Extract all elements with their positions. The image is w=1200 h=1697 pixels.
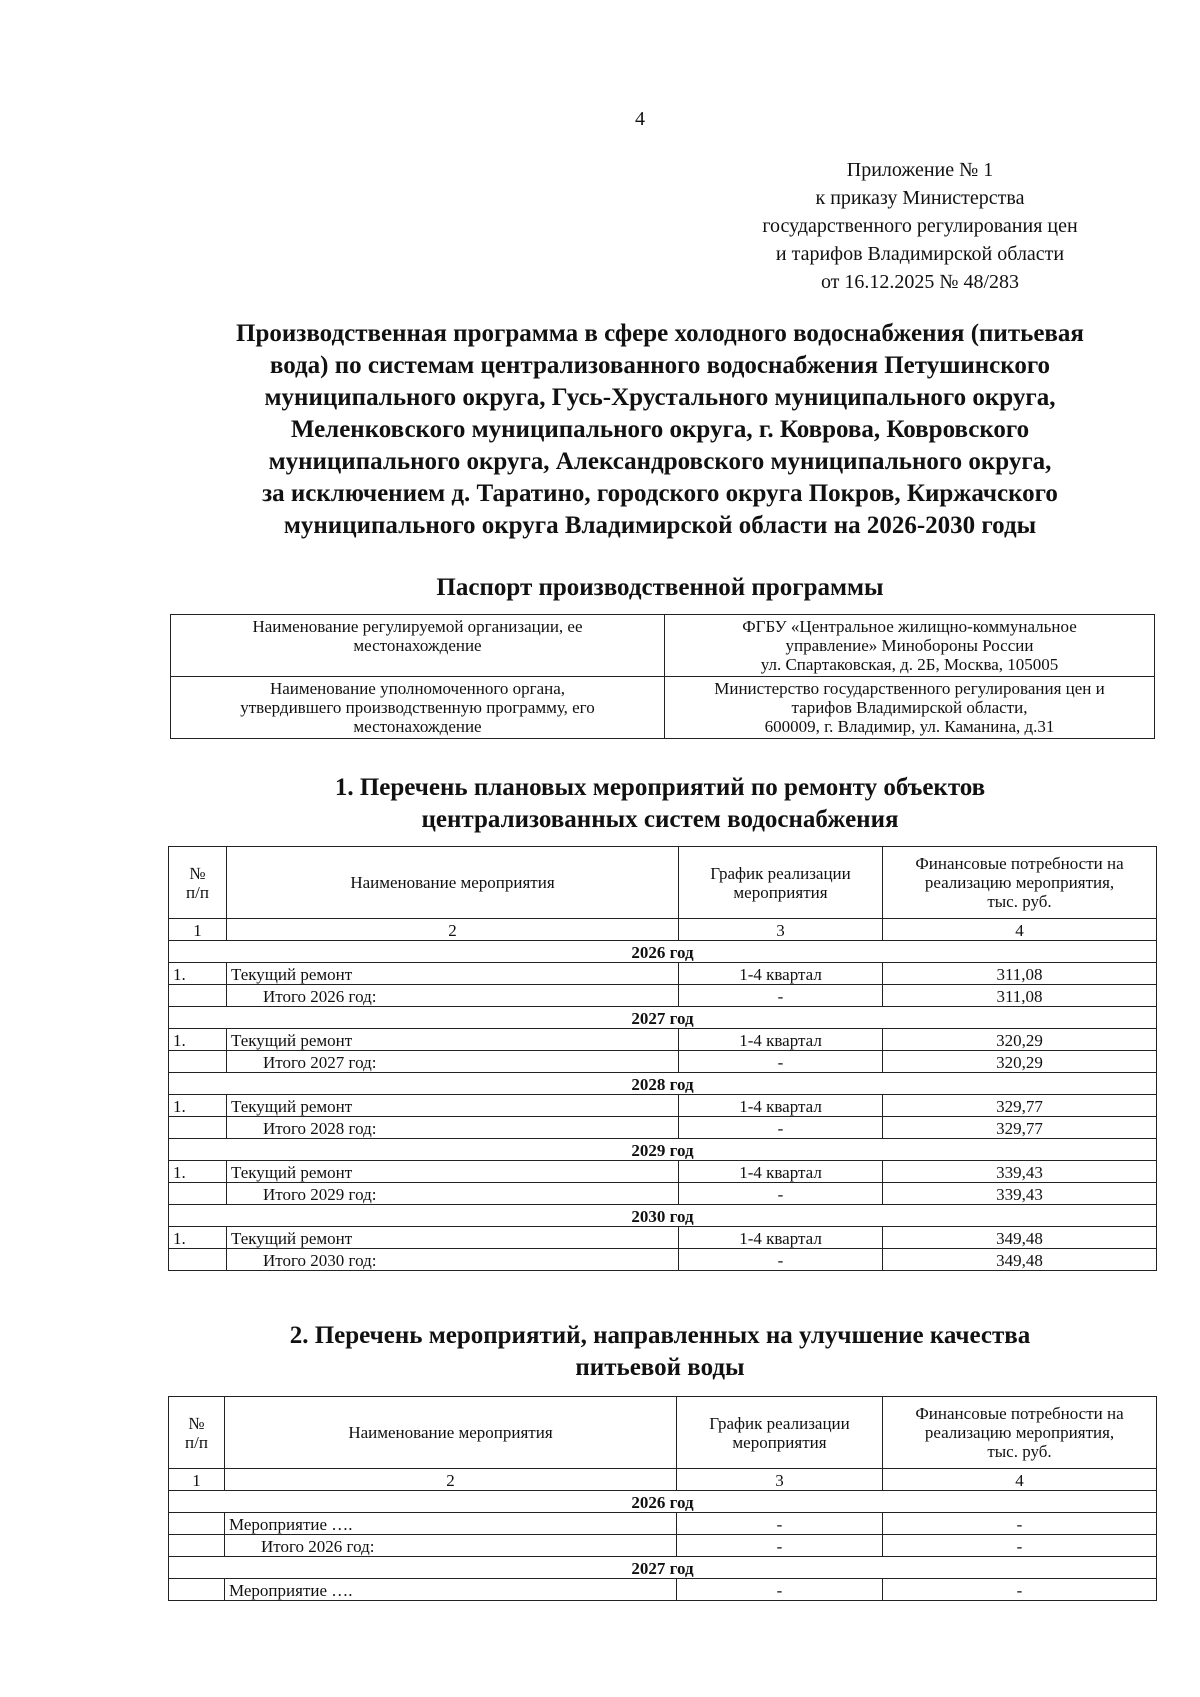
section1-heading: [170, 772, 1150, 836]
total-label: Итого 2027 год:: [227, 1051, 679, 1073]
text-line: реализацию мероприятия,: [924, 873, 1115, 892]
passport-value: [665, 615, 1155, 677]
passport-row: [171, 615, 1155, 677]
total-value: 329,77: [883, 1117, 1157, 1139]
text-line: тыс. руб.: [987, 1442, 1052, 1461]
title-line: Производственная программа в сфере холодного водоснабжения (питьевая: [236, 320, 1084, 347]
row-value: 311,08: [883, 963, 1157, 985]
section2-table: [168, 1396, 1157, 1601]
empty-cell: [169, 1513, 225, 1535]
empty-cell: [169, 1579, 225, 1601]
year-label: 2027 год: [169, 1557, 1157, 1579]
total-schedule: -: [679, 1249, 883, 1271]
table-row: [169, 1227, 1157, 1249]
table-row: [169, 1029, 1157, 1051]
appendix-line: от 16.12.2025 № 48/283: [820, 271, 1020, 293]
col-number: 1: [169, 919, 227, 941]
section1-table: [168, 846, 1157, 1271]
total-value: -: [883, 1535, 1157, 1557]
text-line: Наименование регулируемой организации, ее: [252, 617, 583, 636]
text-line: утвердившего производственную программу, его: [240, 698, 595, 717]
col-number: 3: [677, 1469, 883, 1491]
text-line: п/п: [185, 1432, 208, 1452]
empty-cell: [169, 1249, 227, 1271]
year-row: [169, 1205, 1157, 1227]
title-line: вода) по системам централизованного водоснабжения Петушинского: [269, 352, 1051, 379]
row-value: -: [883, 1513, 1157, 1535]
row-num: 1.: [169, 963, 227, 985]
text-line: п/п: [186, 882, 209, 902]
total-row: [169, 1051, 1157, 1073]
text-line: реализацию мероприятия,: [924, 1423, 1115, 1442]
total-row: [169, 985, 1157, 1007]
row-schedule: 1-4 квартал: [679, 1029, 883, 1051]
heading-line: 1. Перечень плановых мероприятий по ремонту объектов: [334, 774, 986, 801]
text-line: 600009, г. Владимир, ул. Каманина, д.31: [764, 717, 1055, 736]
text-line: мероприятия: [732, 1432, 827, 1452]
title-line: муниципального округа, Александровского муниципального округа,: [268, 448, 1052, 475]
year-label: 2027 год: [169, 1007, 1157, 1029]
year-row: [169, 1073, 1157, 1095]
text-line: Наименование уполномоченного органа,: [269, 679, 566, 698]
row-num: 1.: [169, 1161, 227, 1183]
text-line: местонахождение: [353, 717, 482, 736]
row-num: 1.: [169, 1029, 227, 1051]
column-numbers-row: [169, 1469, 1157, 1491]
text-line: тыс. руб.: [987, 892, 1052, 911]
year-row: [169, 1139, 1157, 1161]
row-name: Текущий ремонт: [227, 1029, 679, 1051]
passport-table: [170, 614, 1155, 739]
row-schedule: 1-4 квартал: [679, 1161, 883, 1183]
row-value: 349,48: [883, 1227, 1157, 1249]
row-name: Мероприятие ….: [225, 1579, 677, 1601]
year-label: 2026 год: [169, 941, 1157, 963]
year-row: [169, 1491, 1157, 1513]
empty-cell: [169, 985, 227, 1007]
table-row: [169, 1513, 1157, 1535]
total-value: 349,48: [883, 1249, 1157, 1271]
total-value: 320,29: [883, 1051, 1157, 1073]
col-number: 4: [883, 919, 1157, 941]
table-header-row: [169, 1397, 1157, 1469]
document-title: [185, 318, 1135, 542]
total-label: Итого 2026 год:: [225, 1535, 677, 1557]
empty-cell: [169, 1183, 227, 1205]
text-line: №: [189, 863, 206, 883]
row-schedule: 1-4 квартал: [679, 1227, 883, 1249]
text-line: ФГБУ «Центральное жилищно-коммунальное: [742, 617, 1077, 636]
row-name: Текущий ремонт: [227, 1227, 679, 1249]
text-line: График реализации: [710, 863, 851, 883]
row-value: 320,29: [883, 1029, 1157, 1051]
table-row: [169, 1161, 1157, 1183]
appendix-block: [700, 156, 1140, 296]
empty-cell: [169, 1535, 225, 1557]
year-row: [169, 1557, 1157, 1579]
year-row: [169, 941, 1157, 963]
title-line: муниципального округа, Гусь-Хрустального муниципального округа,: [264, 384, 1056, 411]
text-line: ул. Спартаковская, д. 2Б, Москва, 105005: [760, 655, 1059, 674]
section2-heading: [170, 1320, 1150, 1384]
year-label: 2029 год: [169, 1139, 1157, 1161]
total-value: 311,08: [883, 985, 1157, 1007]
total-schedule: -: [679, 1051, 883, 1073]
total-schedule: -: [679, 1117, 883, 1139]
appendix-line: государственного регулирования цен: [762, 215, 1078, 237]
page-number: 4: [635, 108, 645, 130]
row-value: 339,43: [883, 1161, 1157, 1183]
appendix-line: Приложение № 1: [846, 159, 994, 181]
text-line: Финансовые потребности на: [915, 1404, 1124, 1423]
total-row: [169, 1117, 1157, 1139]
total-schedule: -: [679, 1183, 883, 1205]
row-num: 1.: [169, 1095, 227, 1117]
appendix-line: и тарифов Владимирской области: [775, 243, 1065, 265]
total-row: [169, 1249, 1157, 1271]
total-label: Итого 2029 год:: [227, 1183, 679, 1205]
header-finance: [883, 847, 1157, 919]
year-row: [169, 1007, 1157, 1029]
col-number: 3: [679, 919, 883, 941]
row-schedule: -: [677, 1579, 883, 1601]
row-num: 1.: [169, 1227, 227, 1249]
text-line: График реализации: [709, 1413, 850, 1433]
table-header-row: [169, 847, 1157, 919]
text-line: Финансовые потребности на: [915, 854, 1124, 873]
row-name: Мероприятие ….: [225, 1513, 677, 1535]
row-name: Текущий ремонт: [227, 1161, 679, 1183]
passport-row: [171, 677, 1155, 739]
header-name: Наименование мероприятия: [227, 847, 679, 919]
passport-label: [171, 615, 665, 677]
header-num: [169, 847, 227, 919]
year-label: 2030 год: [169, 1205, 1157, 1227]
total-value: 339,43: [883, 1183, 1157, 1205]
heading-line: централизованных систем водоснабжения: [421, 806, 899, 833]
row-schedule: -: [677, 1513, 883, 1535]
year-label: 2026 год: [169, 1491, 1157, 1513]
text-line: мероприятия: [733, 882, 828, 902]
row-value: 329,77: [883, 1095, 1157, 1117]
col-number: 2: [225, 1469, 677, 1491]
col-number: 4: [883, 1469, 1157, 1491]
text-line: №: [188, 1413, 205, 1433]
row-schedule: 1-4 квартал: [679, 1095, 883, 1117]
text-line: местонахождение: [353, 636, 482, 655]
heading-line: 2. Перечень мероприятий, направленных на улучшение качества: [289, 1322, 1031, 1349]
text-line: тарифов Владимирской области,: [791, 698, 1028, 717]
total-label: Итого 2030 год:: [227, 1249, 679, 1271]
column-numbers-row: [169, 919, 1157, 941]
row-schedule: 1-4 квартал: [679, 963, 883, 985]
passport-heading: Паспорт производственной программы: [436, 574, 884, 601]
total-label: Итого 2026 год:: [227, 985, 679, 1007]
header-num: [169, 1397, 225, 1469]
header-finance: [883, 1397, 1157, 1469]
appendix-line: к приказу Министерства: [815, 187, 1025, 209]
row-value: -: [883, 1579, 1157, 1601]
empty-cell: [169, 1117, 227, 1139]
col-number: 1: [169, 1469, 225, 1491]
total-schedule: -: [677, 1535, 883, 1557]
total-schedule: -: [679, 985, 883, 1007]
row-name: Текущий ремонт: [227, 1095, 679, 1117]
heading-line: питьевой воды: [575, 1354, 745, 1381]
title-line: за исключением д. Таратино, городского округа Покров, Киржачского: [262, 480, 1058, 507]
col-number: 2: [227, 919, 679, 941]
title-line: Меленковского муниципального округа, г. Коврова, Ковровского: [290, 416, 1030, 443]
total-row: [169, 1183, 1157, 1205]
text-line: управление» Минобороны России: [785, 636, 1034, 655]
table-row: [169, 1579, 1157, 1601]
header-schedule: [679, 847, 883, 919]
passport-label: [171, 677, 665, 739]
year-label: 2028 год: [169, 1073, 1157, 1095]
header-name: Наименование мероприятия: [225, 1397, 677, 1469]
table-row: [169, 963, 1157, 985]
title-line: муниципального округа Владимирской области на 2026-2030 годы: [283, 512, 1037, 539]
passport-value: [665, 677, 1155, 739]
empty-cell: [169, 1051, 227, 1073]
header-schedule: [677, 1397, 883, 1469]
total-row: [169, 1535, 1157, 1557]
table-row: [169, 1095, 1157, 1117]
total-label: Итого 2028 год:: [227, 1117, 679, 1139]
row-name: Текущий ремонт: [227, 963, 679, 985]
text-line: Министерство государственного регулирования цен и: [714, 679, 1105, 698]
